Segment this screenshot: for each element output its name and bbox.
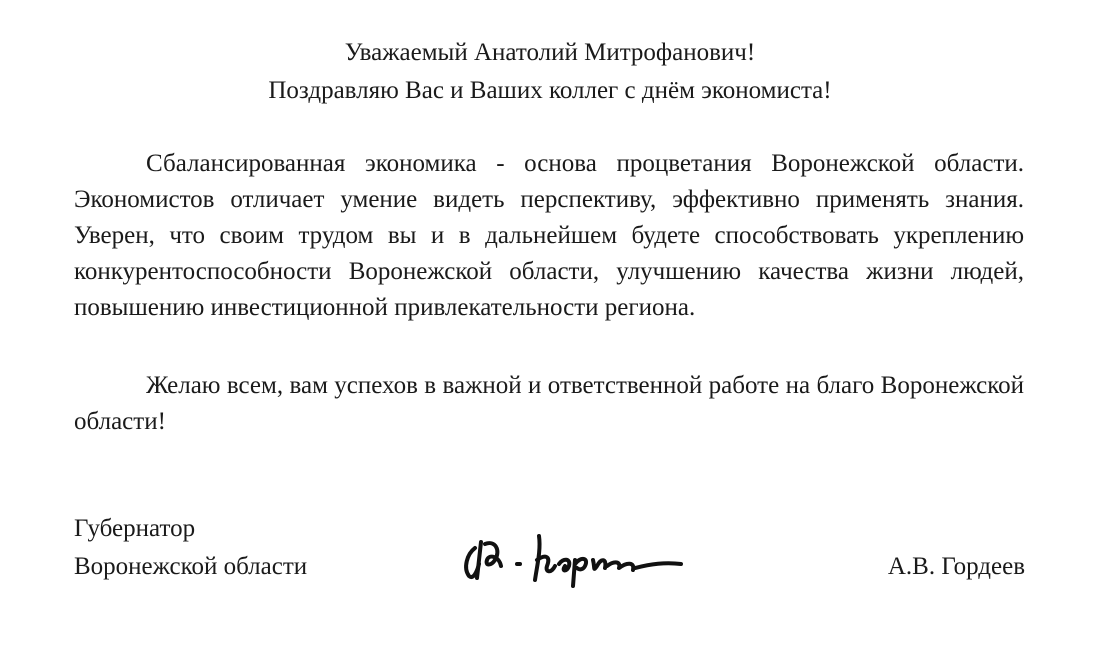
signatory-title-line-2: Воронежской области: [74, 553, 308, 580]
signatory-title-line-1: Губернатор: [74, 515, 196, 542]
signatory-name: А.В. Гордеев: [887, 553, 1025, 580]
greeting-salutation: Уважаемый Анатолий Митрофанович!: [344, 39, 756, 66]
handwritten-signature-icon: [455, 520, 695, 590]
body-paragraph-1: Сбалансированная экономика - основа процветания Воронежской области. Экономистов отличает умение видеть перспективу, эффективно применять знания. Уверен, что своим трудом вы и в дальнейшем будете способствовать укреплению конкурентоспособности Воронежской области, улучшению качества жизни людей, повышению инвестиционной привлекательности региона.: [74, 150, 1024, 321]
body-paragraph-2: Желаю всем, вам успехов в важной и ответственной работе на благо Воронежской области!: [74, 372, 1024, 435]
signatory-title: [74, 510, 307, 586]
greeting-congratulation: Поздравляю Вас и Ваших коллег с днём экономиста!: [268, 77, 832, 104]
